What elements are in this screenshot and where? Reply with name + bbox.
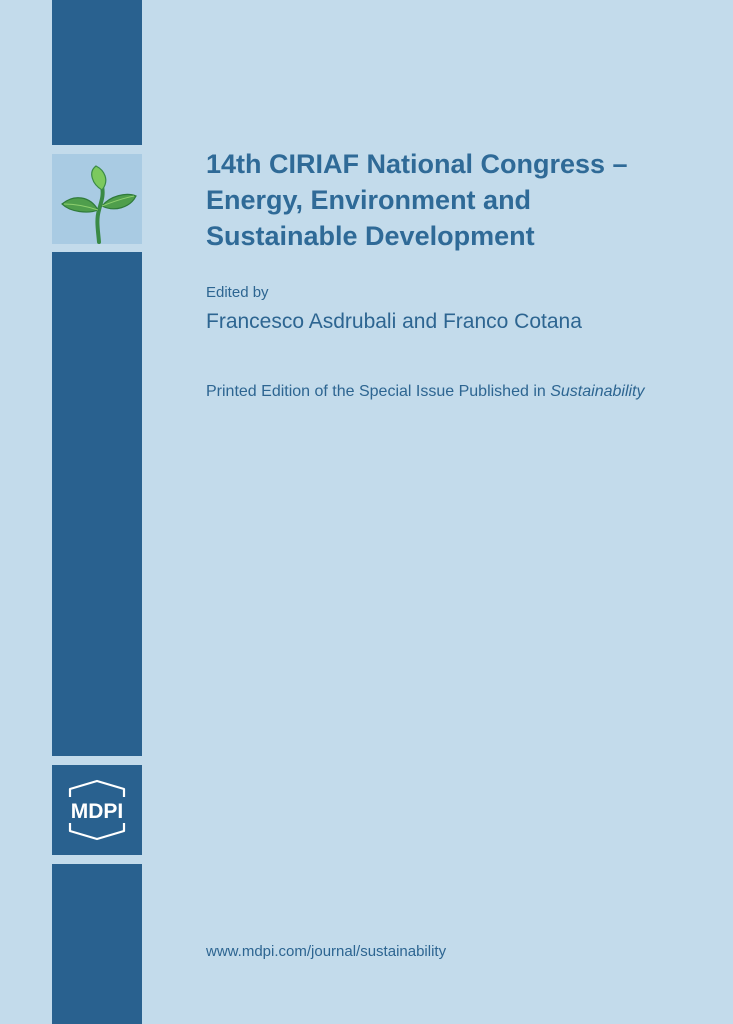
mdpi-logo-icon	[52, 765, 142, 855]
printed-edition-line	[206, 383, 645, 401]
mdpi-logo-tile	[52, 765, 142, 855]
journal-url: www.mdpi.com/journal/sustainability	[206, 943, 447, 960]
journal-name: Sustainability	[550, 383, 645, 400]
title-line-3: Sustainable Development	[206, 221, 535, 251]
plant-sprout-icon	[52, 154, 142, 244]
edited-by-label: Edited by	[206, 284, 269, 301]
book-title	[206, 146, 706, 254]
mdpi-logo-text: MDPI	[70, 800, 124, 823]
title-line-2: Energy, Environment and	[206, 185, 532, 215]
title-line-1: 14th CIRIAF National Congress –	[206, 149, 628, 179]
editors-names: Francesco Asdrubali and Franco Cotana	[206, 310, 582, 333]
printed-edition-prefix: Printed Edition of the Special Issue Published in	[206, 383, 551, 400]
side-strip-top	[52, 0, 142, 145]
sprout-logo-tile	[52, 154, 142, 244]
side-strip-middle	[52, 252, 142, 756]
side-strip-bottom	[52, 864, 142, 1024]
